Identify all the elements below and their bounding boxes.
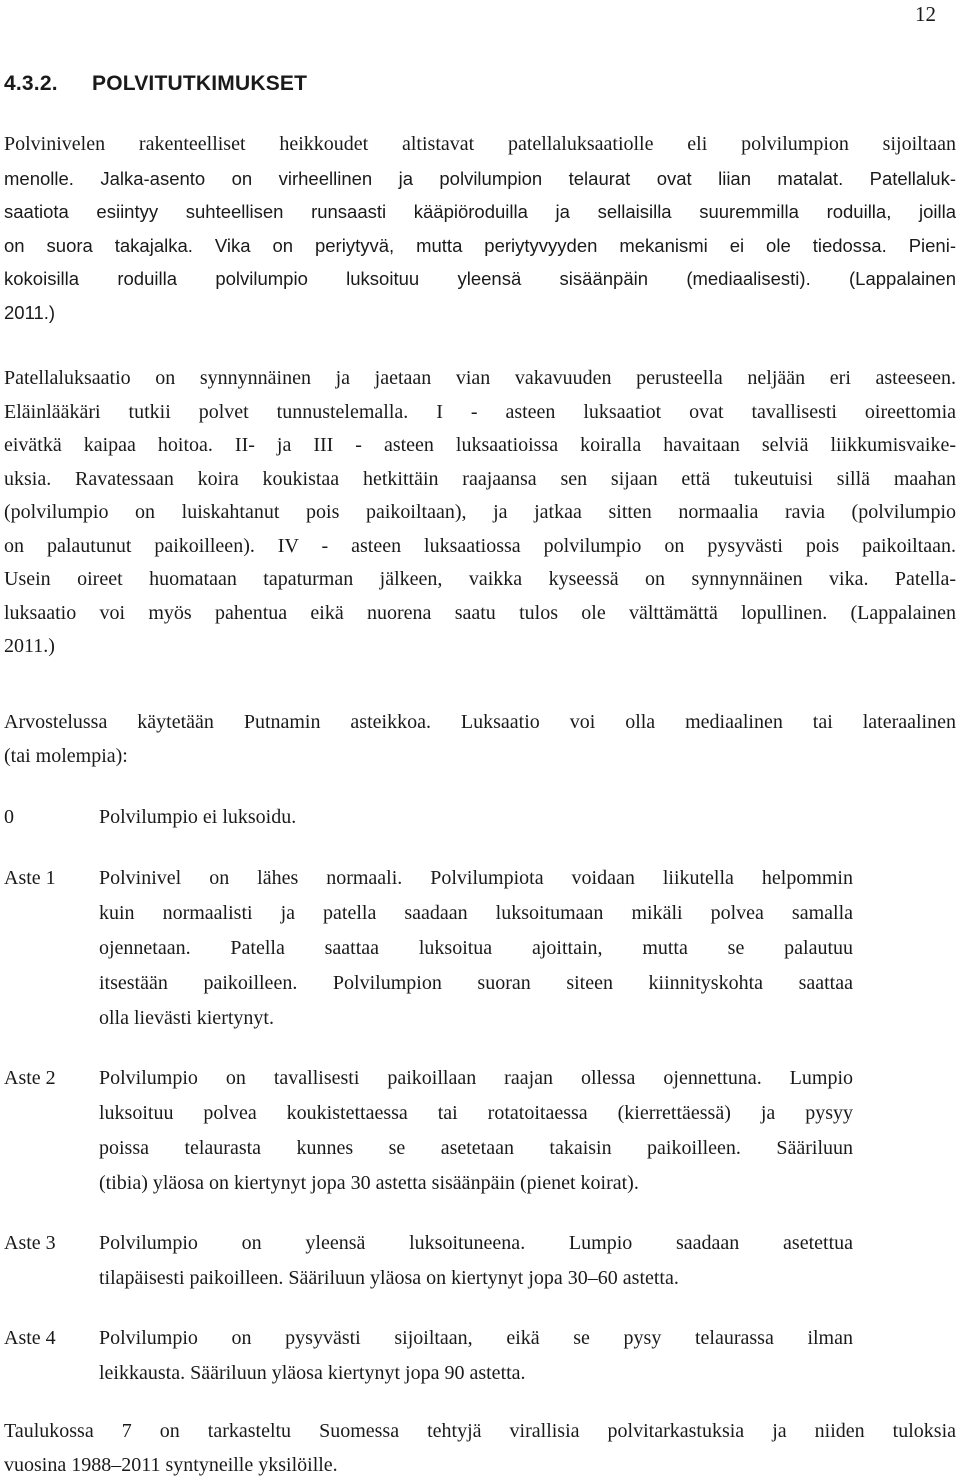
paragraph-line: uksia. Ravatessaan koira koukistaa hetkittäin raajaansa sen sijaan että tukeutuisi sillä maahan: [4, 467, 956, 490]
grade-line: itsestään paikoilleen. Polvilumpion suoran siteen kiinnityskohta saattaa: [99, 972, 853, 994]
grade-line: Polvinivel on lähes normaali. Polvilumpiota voidaan liikutella helpommin: [99, 867, 853, 889]
section-title: POLVITUTKIMUKSET: [92, 72, 308, 95]
paragraph-line: Patellaluksaatio on synnynnäinen ja jaetaan vian vakavuuden perusteella neljään eri asteeseen.: [4, 367, 956, 389]
grade-description: [99, 1226, 853, 1296]
grade-description: [99, 800, 853, 835]
paragraph-line: 2011.): [4, 635, 55, 657]
grade-description: [99, 861, 853, 1036]
paragraph-line: Polvinivelen rakenteelliset heikkoudet altistavat patellaluksaatiolle eli polvilumpion sijoiltaan: [4, 133, 956, 155]
grade-line: olla lievästi kiertynyt.: [99, 1007, 274, 1029]
grade-label: Aste 4: [4, 1327, 56, 1349]
grade-description: [99, 1061, 853, 1201]
paragraph-line: luksaatio voi myös pahentua eikä nuorena saatu tulos ole välttämättä lopullinen. (Lappalainen: [4, 601, 956, 624]
paragraph-table-reference: [4, 1415, 956, 1482]
grade-description: [99, 1321, 853, 1391]
paragraph-line: Usein oireet huomataan tapaturman jälkeen, vaikka kyseessä on synnynnäinen vika. Patella-: [4, 568, 956, 590]
grade-line: luksoituu polvea koukistettaessa tai rotatoitaessa (kierrettäessä) ja pysyy: [99, 1102, 853, 1124]
paragraph-line: saatiota esiintyy suhteellisen runsaasti kääpiöroduilla ja sellaisilla suuremmilla roduilla, joilla: [4, 201, 956, 222]
paragraph-line: (tai molempia):: [4, 744, 128, 767]
section-number: 4.3.2.: [4, 72, 58, 95]
paragraph-line: vuosina 1988–2011 syntyneille yksilöille.: [4, 1453, 338, 1476]
grade-line: tilapäisesti paikoilleen. Sääriluun yläosa on kiertynyt jopa 30–60 astetta.: [99, 1267, 679, 1289]
grade-label: Aste 1: [4, 867, 56, 889]
paragraph-line: Arvostelussa käytetään Putnamin asteikkoa. Luksaatio voi olla mediaalinen tai lateraalinen: [4, 711, 956, 733]
paragraph-intro: [4, 128, 956, 329]
paragraph-line: eivätkä kaipaa hoitoa. II- ja III - asteen luksaatioissa koiralla havaitaan selviä liikkumisvaike-: [4, 434, 956, 456]
page-number: 12: [915, 2, 936, 26]
paragraph-grades-description: [4, 362, 956, 664]
grade-line: kuin normaalisti ja patella saadaan luksoitumaan mikäli polvea samalla: [99, 902, 853, 924]
paragraph-line: menolle. Jalka-asento on virheellinen ja polvilumpion telaurat ovat liian matalat. Patellaluk-: [4, 167, 956, 189]
paragraph-line: Eläinlääkäri tutkii polvet tunnustelemalla. I - asteen luksaatiot ovat tavallisesti oireettomia: [4, 400, 956, 423]
grade-line: Polvilumpio on yleensä luksoituneena. Lumpio saadaan asetettua: [99, 1232, 853, 1254]
paragraph-line: 2011.): [4, 301, 56, 323]
grade-line: (tibia) yläosa on kiertynyt jopa 30 astetta sisäänpäin (pienet koirat).: [99, 1172, 639, 1194]
grade-line: poissa telaurasta kunnes se asetetaan takaisin paikoilleen. Sääriluun: [99, 1137, 853, 1159]
grade-line: Polvilumpio on tavallisesti paikoillaan raajan ollessa ojennettuna. Lumpio: [99, 1067, 853, 1089]
section-heading: [4, 72, 307, 96]
paragraph-putnam-scale: [4, 706, 956, 773]
paragraph-line: on palautunut paikoilleen). IV - asteen luksaatiossa polvilumpio on pysyvästi pois paikoiltaan.: [4, 534, 956, 557]
paragraph-line: kokoisilla roduilla polvilumpio luksoituu yleensä sisäänpäin (mediaalisesti). (Lappalainen: [4, 268, 956, 289]
grade-line: ojennetaan. Patella saattaa luksoitua ajoittain, mutta se palautuu: [99, 937, 853, 959]
paragraph-line: Taulukossa 7 on tarkasteltu Suomessa tehtyjä virallisia polvitarkastuksia ja niiden tuloksia: [4, 1420, 956, 1442]
paragraph-line: (polvilumpio on luiskahtanut pois paikoiltaan), ja jatkaa sitten normaalia ravia (polvilumpio: [4, 501, 956, 523]
grade-line: Polvilumpio on pysyvästi sijoiltaan, eikä se pysy telaurassa ilman: [99, 1327, 853, 1349]
grade-line: Polvilumpio ei luksoidu.: [99, 806, 297, 828]
grade-label: Aste 3: [4, 1232, 56, 1254]
grade-line: leikkausta. Sääriluun yläosa kiertynyt jopa 90 astetta.: [99, 1362, 526, 1384]
paragraph-line: on suora takajalka. Vika on periytyvä, mutta periytyvyyden mekanismi ei ole tiedossa. Pieni-: [4, 234, 956, 256]
grade-label: Aste 2: [4, 1067, 56, 1089]
grade-label: 0: [4, 806, 14, 828]
